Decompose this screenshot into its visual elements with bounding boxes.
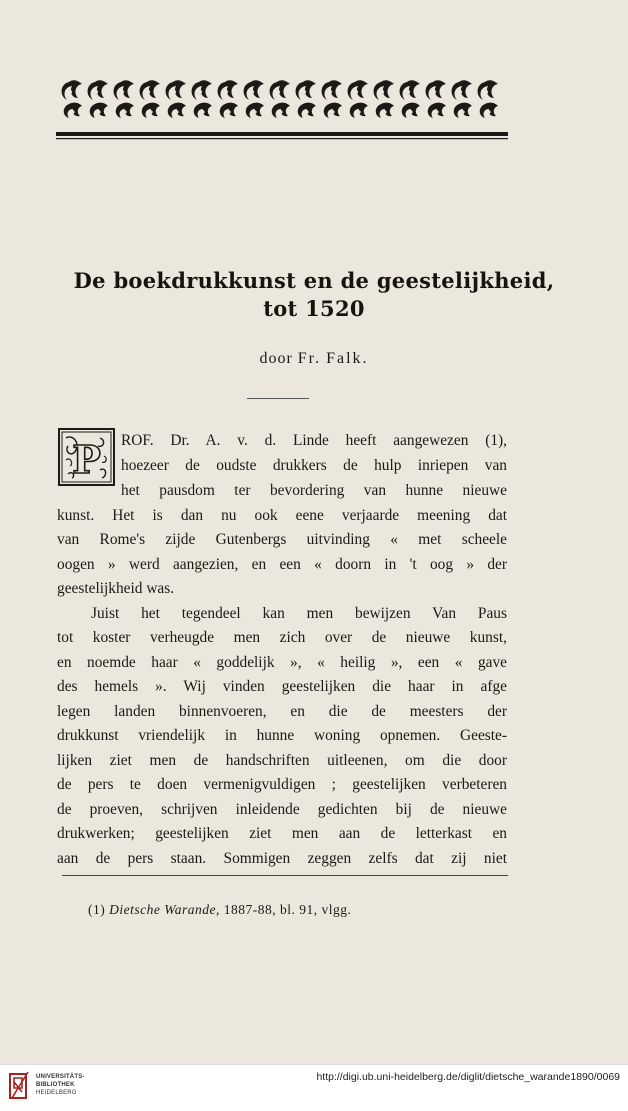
paragraph2-line: aan de pers staan. Sommigen zeggen zelfs dat zij niet <box>57 850 507 867</box>
paragraph2-line: lijken ziet men de handschriften uitleenen, om die door <box>57 752 507 769</box>
author-line <box>0 350 628 368</box>
article-title: De boekdrukkunst en de geestelijkheid, <box>73 268 555 293</box>
drop-cap-ornament-icon <box>60 430 113 484</box>
paragraph1-line: van Rome's zijde Gutenbergs uitvinding « met scheele <box>57 531 507 548</box>
footnote-details: 1887-88, bl. 91, vlgg. <box>223 902 352 917</box>
article-subtitle: tot 1520 <box>263 296 365 321</box>
paragraph2-line: drukkunst vriendelijk in hunne woning opnemen. Geeste- <box>57 727 507 744</box>
paragraph2-line: des hemels ». Wij vinden geestelijken die haar in afge <box>57 678 507 695</box>
paragraph2-line: Juist het tegendeel kan men bewijzen Van Paus <box>91 605 507 622</box>
university-library-logo-icon <box>8 1068 32 1102</box>
author-prefix: door <box>259 350 293 367</box>
paragraph1-line: kunst. Het is dan nu ook eene verjaarde meening dat <box>57 507 507 524</box>
logo-line: BIBLIOTHEK <box>36 1082 75 1088</box>
ornament-headpiece-icon <box>56 74 508 144</box>
paragraph2-line: en noemde haar « goddelijk », « heilig », een « gave <box>57 654 507 671</box>
logo-line: HEIDELBERG <box>36 1090 77 1096</box>
paragraph1-line: hoezeer de oudste drukkers de hulp inriepen van <box>121 457 507 474</box>
source-url-link[interactable]: http://digi.ub.uni-heidelberg.de/diglit/dietsche_warande1890/0069 <box>316 1071 620 1083</box>
drop-cap-letter: P <box>72 437 101 482</box>
divider <box>247 398 309 399</box>
author-initials: Fr. <box>297 350 322 367</box>
drop-cap <box>58 428 115 486</box>
paragraph2-line: drukwerken; geestelijken ziet men aan de letterkast en <box>57 825 507 842</box>
paragraph2-line: de proeven, schrijven inleidende gedichten bij de nieuwe <box>57 801 507 818</box>
footnote <box>88 902 351 918</box>
paragraph2-line: legen landen binnenvoeren, en die de meesters der <box>57 703 507 720</box>
logo-line: UNIVERSITÄTS- <box>36 1074 85 1080</box>
paragraph1-line: ROF. Dr. A. v. d. Linde heeft aangewezen (1), <box>121 432 507 449</box>
paragraph1-line: oogen » werd aangezien, en een « doorn in 't oog » der <box>57 556 507 573</box>
paragraph1-line: geestelijkheid was. <box>57 580 175 597</box>
paragraph1-line: het pausdom ter bevordering van hunne nieuwe <box>121 482 507 499</box>
paragraph2-line: tot koster verheugde men zich over de nieuwe kunst, <box>57 629 507 646</box>
footnote-marker: (1) <box>88 902 106 917</box>
paragraph2-line: de pers te doen vermenigvuldigen ; geestelijken verbeteren <box>57 776 507 793</box>
footnote-rule <box>62 875 508 876</box>
author-surname: Falk. <box>326 350 369 367</box>
footnote-work: Dietsche Warande, <box>109 902 220 917</box>
